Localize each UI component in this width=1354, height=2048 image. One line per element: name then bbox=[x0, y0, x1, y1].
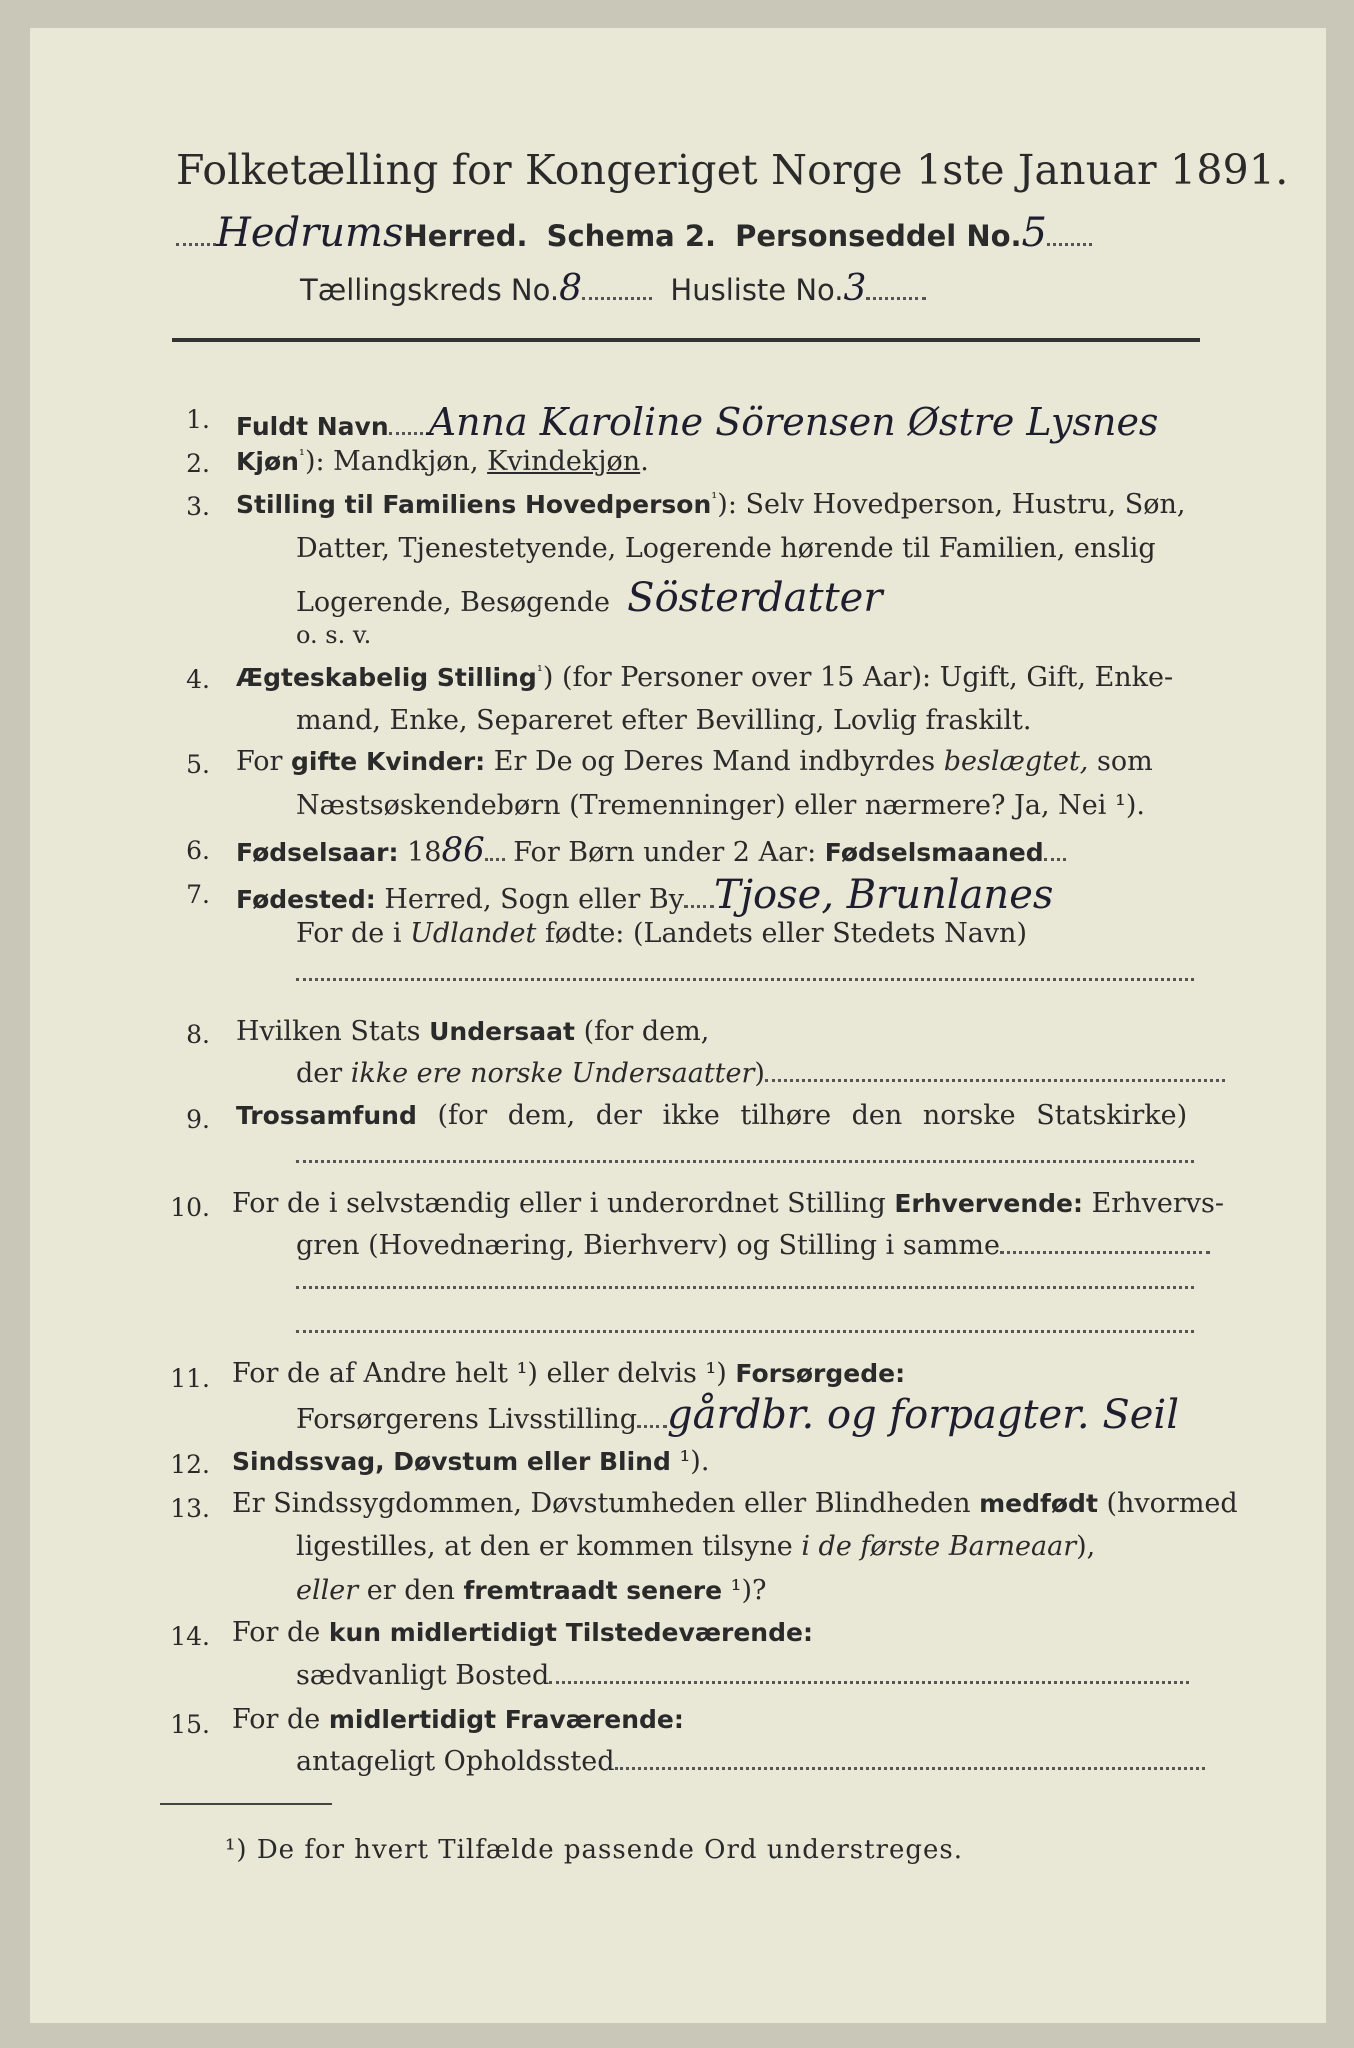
item-13-line-3 bbox=[296, 1575, 767, 1606]
footnote-mark: ¹ bbox=[711, 489, 718, 507]
item-7-line-1 bbox=[236, 872, 1053, 918]
label-aegteskab: Ægteskabelig Stilling bbox=[236, 663, 537, 692]
text-for-de-i: For de i bbox=[296, 918, 411, 949]
label-fodselsaar: Fødselsaar: bbox=[236, 838, 399, 867]
item-4-line-1 bbox=[236, 662, 1173, 693]
footnote-rule bbox=[160, 1803, 332, 1805]
label-forsorgede: Forsørgede: bbox=[735, 1359, 906, 1388]
item-number-9: 9. bbox=[186, 1105, 210, 1134]
text-footnote-ref: ¹). bbox=[670, 1446, 710, 1477]
label-fuldt-navn: Fuldt Navn bbox=[236, 412, 389, 441]
text-paren: ) bbox=[754, 1058, 765, 1089]
footnote-mark: ¹ bbox=[536, 662, 543, 680]
item-3-line-2: Datter, Tjenestetyende, Logerende hørende til Familien, enslig bbox=[296, 533, 1156, 564]
text-aegteskab-1: ) (for Personer over 15 Aar): Ugift, Gift, Enke- bbox=[542, 662, 1174, 693]
text-18: 18 bbox=[398, 837, 442, 868]
item-12 bbox=[232, 1446, 709, 1477]
item-number-10: 10. bbox=[170, 1193, 210, 1222]
text-for-dem: (for dem, bbox=[574, 1016, 710, 1047]
text-selvstaendig: For de i selvstændig eller i underordnet Stilling bbox=[232, 1188, 895, 1219]
text-ikke-norske: ikke ere norske Undersaatter bbox=[350, 1058, 755, 1089]
text-erhvervs: Erhvervs- bbox=[1083, 1188, 1224, 1219]
text-stilling-options-1: ): Selv Hovedperson, Hustru, Søn, bbox=[717, 489, 1186, 520]
text-trossamfund: (for dem, der ikke tilhøre den norske Statskirke) bbox=[416, 1100, 1188, 1131]
item-number-6: 6. bbox=[186, 836, 210, 865]
item-number-13: 13. bbox=[170, 1494, 210, 1523]
label-stilling: Stilling til Familiens Hovedperson bbox=[236, 490, 712, 519]
item-11-line-1 bbox=[232, 1358, 905, 1389]
text-gifte-1: Er De og Deres Mand indbyrdes bbox=[485, 746, 944, 777]
item-3-line-1 bbox=[236, 489, 1185, 520]
item-number-11: 11. bbox=[170, 1364, 210, 1393]
label-erhvervende: Erhvervende: bbox=[894, 1189, 1084, 1218]
text-sindssygdommen: Er Sindssygdommen, Døvstumheden eller Blindheden bbox=[232, 1488, 980, 1519]
husliste-value: 3 bbox=[843, 268, 867, 309]
text-hovednaering: gren (Hovednæring, Bierhverv) og Stilling i samme bbox=[296, 1230, 1001, 1261]
label-bosted: sædvanligt Bosted bbox=[296, 1660, 550, 1691]
blank-line-10a bbox=[296, 1286, 1194, 1289]
item-3-line-4: o. s. v. bbox=[296, 621, 372, 649]
item-number-2: 2. bbox=[186, 449, 210, 478]
text-landets-navn: fødte: (Landets eller Stedets Navn) bbox=[536, 918, 1027, 949]
item-8-line-2 bbox=[296, 1058, 1225, 1089]
text-beslaegtet: beslægtet, bbox=[943, 746, 1089, 777]
form-title: Folketælling for Kongeriget Norge 1ste Januar 1891. bbox=[176, 146, 1289, 194]
footnote-mark: ¹ bbox=[298, 446, 305, 464]
text-paren-comma: ), bbox=[1076, 1531, 1096, 1562]
label-fravaerende: midlertidigt Fraværende: bbox=[328, 1705, 684, 1734]
herred-value: Hedrums bbox=[216, 210, 404, 256]
item-number-15: 15. bbox=[170, 1710, 210, 1739]
item-14-line-2 bbox=[296, 1660, 1189, 1691]
item-number-5: 5. bbox=[186, 750, 210, 779]
item-number-1: 1. bbox=[186, 405, 210, 434]
text-for: For bbox=[236, 746, 292, 777]
text-som: som bbox=[1088, 746, 1153, 777]
item-15-line-2 bbox=[296, 1746, 1205, 1777]
item-5-line-2: Næstsøskendebørn (Tremenninger) eller nærmere? Ja, Nei ¹). bbox=[296, 790, 1145, 821]
label-trossamfund: Trossamfund bbox=[236, 1101, 417, 1130]
text-fodested-options: Herred, Sogn eller By bbox=[375, 884, 684, 915]
label-undersaat: Undersaat bbox=[429, 1017, 575, 1046]
value-livsstilling: gårdbr. og forpagter. Seil bbox=[667, 1392, 1179, 1438]
text-period: . bbox=[640, 446, 649, 477]
text-for-de: For de bbox=[232, 1704, 329, 1735]
item-13-line-2 bbox=[296, 1531, 1095, 1562]
item-number-4: 4. bbox=[186, 665, 210, 694]
value-fodselsaar: 86 bbox=[441, 830, 485, 870]
text-stilling-options-3: Logerende, Besøgende bbox=[296, 587, 610, 618]
personseddel-label: Personseddel No. bbox=[735, 219, 1022, 253]
text-for-de: For de bbox=[232, 1617, 329, 1648]
item-11-line-2 bbox=[296, 1392, 1179, 1438]
label-fodested: Fødested: bbox=[236, 885, 376, 914]
item-14-line-1 bbox=[232, 1617, 813, 1648]
item-number-12: 12. bbox=[170, 1450, 210, 1479]
label-kjon: Kjøn bbox=[236, 447, 299, 476]
value-fodested: Tjose, Brunlanes bbox=[713, 872, 1054, 918]
text-barneaar: i de første Barneaar bbox=[801, 1531, 1077, 1562]
header-line-kreds bbox=[300, 268, 926, 309]
kreds-value: 8 bbox=[559, 268, 582, 309]
value-stilling: Sösterdatter bbox=[627, 575, 883, 621]
label-sindssvag: Sindssvag, Døvstum eller Blind bbox=[232, 1447, 671, 1476]
blank-line-9 bbox=[296, 1160, 1194, 1163]
item-8-line-1 bbox=[236, 1016, 709, 1047]
personseddel-value: 5 bbox=[1021, 210, 1047, 256]
item-1 bbox=[236, 400, 1158, 444]
item-5-line-1 bbox=[236, 746, 1153, 777]
text-udlandet: Udlandet bbox=[410, 918, 537, 949]
herred-label: Herred. bbox=[403, 219, 528, 253]
value-fuldt-navn: Anna Karoline Sörensen Østre Lysnes bbox=[428, 400, 1159, 444]
husliste-label: Husliste No. bbox=[670, 273, 844, 307]
label-tilstedevaerende: kun midlertidigt Tilstedeværende: bbox=[328, 1618, 813, 1647]
item-10-line-1 bbox=[232, 1188, 1224, 1219]
header-rule bbox=[172, 338, 1200, 342]
item-3-line-3 bbox=[296, 575, 882, 621]
label-fodselsmaaned: Fødselsmaaned bbox=[824, 838, 1044, 867]
item-10-line-2 bbox=[296, 1230, 1210, 1261]
item-13-line-1 bbox=[232, 1488, 1238, 1519]
header-line-herred bbox=[176, 210, 1092, 256]
label-fremtraadt: fremtraadt senere bbox=[463, 1576, 723, 1605]
item-9 bbox=[236, 1100, 1187, 1131]
label-livsstilling: Forsørgerens Livsstilling bbox=[296, 1404, 638, 1435]
text-der: der bbox=[296, 1058, 351, 1089]
item-number-8: 8. bbox=[186, 1020, 210, 1049]
text-question: ¹)? bbox=[722, 1575, 767, 1606]
item-7-line-2 bbox=[296, 918, 1027, 949]
item-number-3: 3. bbox=[186, 492, 210, 521]
label-medfodt: medfødt bbox=[979, 1489, 1098, 1518]
blank-line-7 bbox=[296, 978, 1194, 981]
item-number-7: 7. bbox=[186, 880, 210, 909]
value-kjon-underlined: Kvindekjøn bbox=[487, 446, 641, 477]
blank-line-10b bbox=[296, 1330, 1194, 1333]
text-ligestilles: ligestilles, at den er kommen tilsyne bbox=[296, 1531, 802, 1562]
item-2 bbox=[236, 446, 649, 477]
footnote: ¹) De for hvert Tilfælde passende Ord understreges. bbox=[225, 1835, 964, 1865]
text-er-den: er den bbox=[358, 1575, 464, 1606]
label-opholdssted: antageligt Opholdssted bbox=[296, 1746, 615, 1777]
text-hvilken-stats: Hvilken Stats bbox=[236, 1016, 430, 1047]
schema-label: Schema 2. bbox=[546, 219, 717, 253]
item-4-line-2: mand, Enke, Separeret efter Bevilling, Lovlig fraskilt. bbox=[296, 705, 1032, 736]
item-6 bbox=[236, 830, 1066, 870]
text-hvormed: (hvormed bbox=[1097, 1488, 1238, 1519]
text-af-andre: For de af Andre helt ¹) eller delvis ¹) bbox=[232, 1358, 736, 1389]
item-number-14: 14. bbox=[170, 1622, 210, 1651]
text-born-under-2: For Børn under 2 Aar: bbox=[504, 837, 825, 868]
item-15-line-1 bbox=[232, 1704, 684, 1735]
text-eller: eller bbox=[296, 1575, 359, 1606]
text-kjon-options: ): Mandkjøn, bbox=[304, 446, 488, 477]
label-gifte-kvinder: gifte Kvinder: bbox=[291, 747, 486, 776]
kreds-label: Tællingskreds No. bbox=[300, 273, 560, 307]
